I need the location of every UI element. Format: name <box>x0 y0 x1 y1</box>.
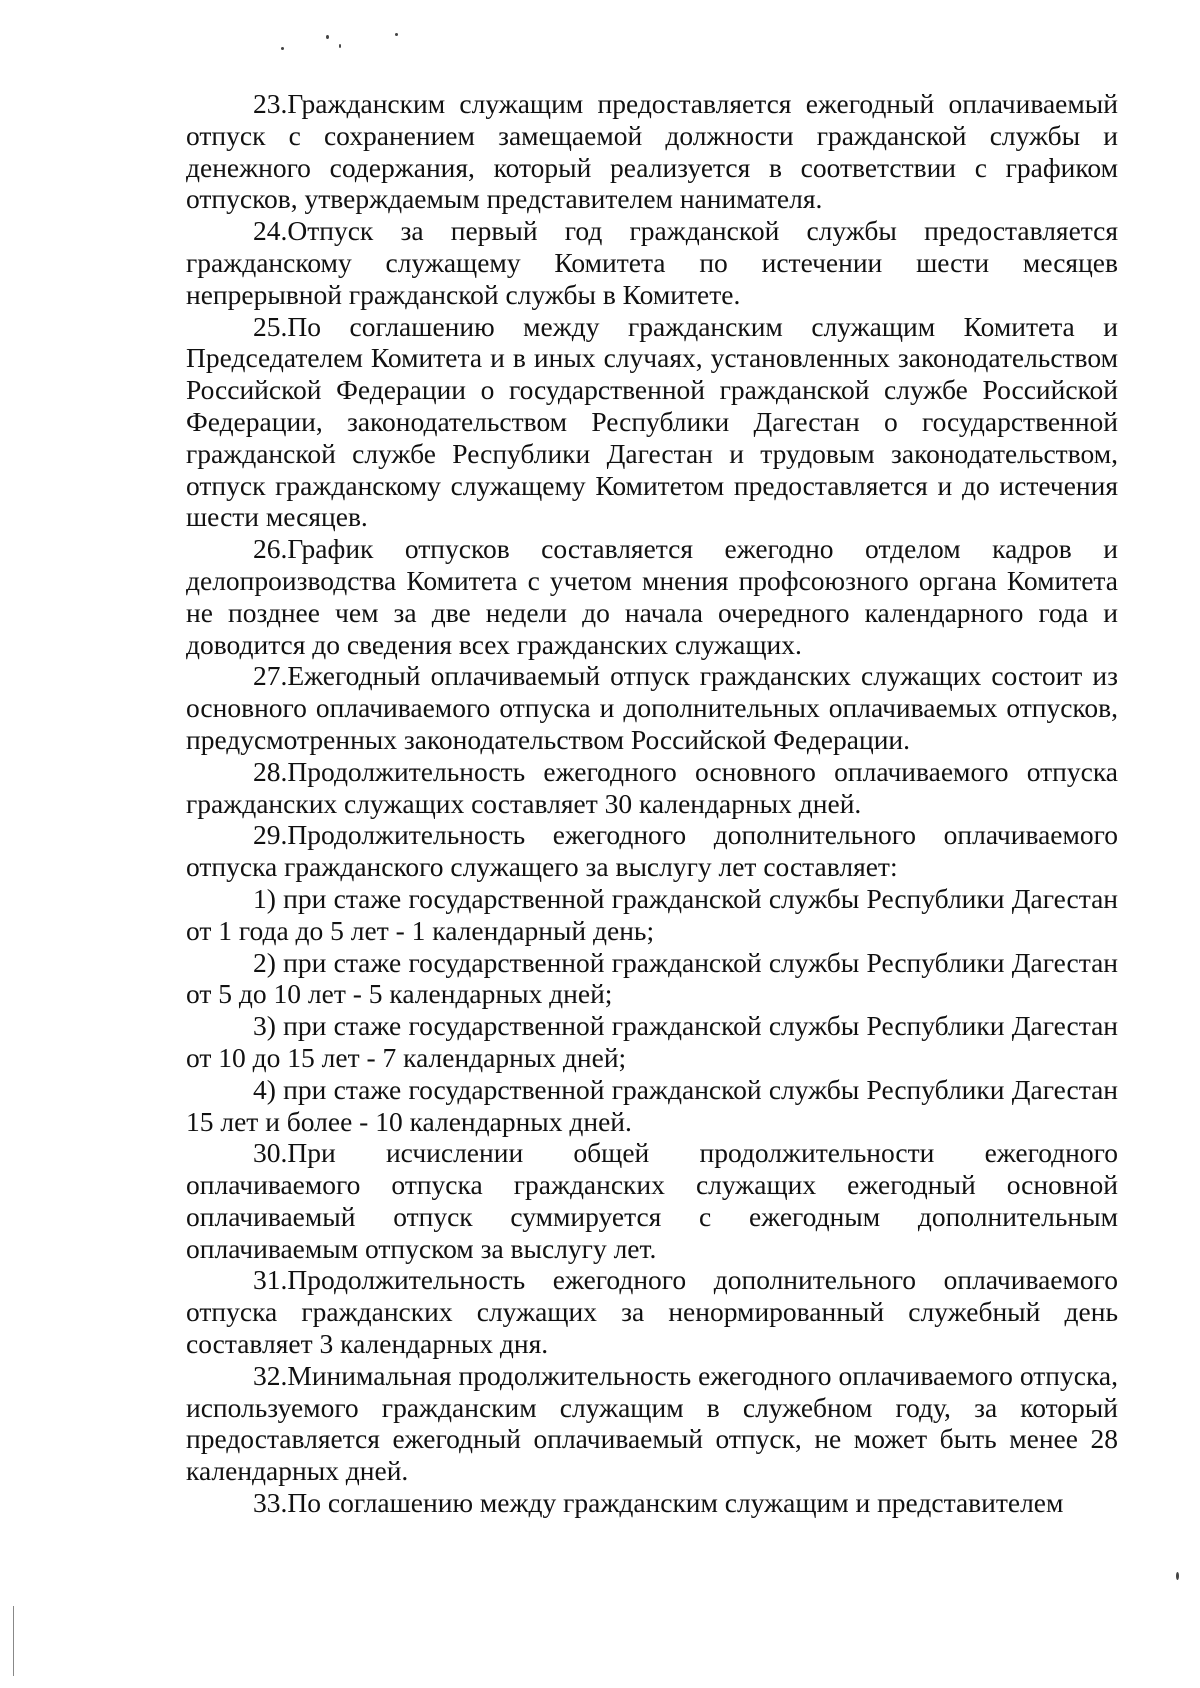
paragraph-31: 31.Продолжительность ежегодного дополнительного оплачиваемого отпуска гражданских служащих за ненормированный служебный день составляет 3 календарных дня. <box>186 1264 1118 1360</box>
paragraph-32: 32.Минимальная продолжительность ежегодного оплачиваемого отпуска, используемого гражданским служащим в служебном году, за который предоставляется ежегодный оплачиваемый отпуск, не может быть менее 28 календарных дней. <box>186 1359 1118 1487</box>
scan-speck <box>326 35 329 39</box>
scan-edge-line <box>13 1606 14 1676</box>
paragraph-29-item-4: 4) при стаже государственной гражданской службы Республики Дагестан 15 лет и более - 10 календарных дней. <box>186 1073 1118 1137</box>
paragraph-30: 30.При исчислении общей продолжительности ежегодного оплачиваемого отпуска гражданских служащих ежегодный основной оплачиваемый отпуск суммируется с ежегодным дополнительным оплачиваемым отпуском за выслугу лет. <box>186 1137 1118 1264</box>
scan-speck <box>281 47 284 50</box>
scan-speck <box>395 33 398 36</box>
paragraph-28: 28.Продолжительность ежегодного основного оплачиваемого отпуска гражданских служащих составляет 30 календарных дней. <box>186 755 1118 819</box>
paragraph-33: 33.По соглашению между гражданским служащим и представителем <box>253 1487 1064 1519</box>
paragraph-29-item-3: 3) при стаже государственной гражданской службы Республики Дагестан от 10 до 15 лет - 7 календарных дней; <box>186 1010 1118 1073</box>
paragraph-25: 25.По соглашению между гражданским служащим Комитета и Председателем Комитета и в иных случаях, установленных законодательством Российской Федерации о государственной гражданской службе Российской Федерации, законодательством Республики Дагестан о государственной гражданской службе Республики Дагестан и трудовым законодательством, отпуск гражданскому служащему Комитетом предоставляется и до истечения шести месяцев. <box>186 310 1118 533</box>
paragraph-29: 29.Продолжительность ежегодного дополнительного оплачиваемого отпуска гражданского служащего за выслугу лет составляет: <box>186 819 1118 883</box>
paragraph-29-item-2: 2) при стаже государственной гражданской службы Республики Дагестан от 5 до 10 лет - 5 календарных дней; <box>186 946 1118 1010</box>
scan-speck <box>339 44 341 48</box>
paragraph-29-item-1: 1) при стаже государственной гражданской службы Республики Дагестан от 1 года до 5 лет - 1 календарный день; <box>186 882 1118 946</box>
paragraph-27: 27.Ежегодный оплачиваемый отпуск гражданских служащих состоит из основного оплачиваемого отпуска и дополнительных оплачиваемых отпусков, предусмотренных законодательством Российской Федерации. <box>186 660 1118 755</box>
paragraph-24: 24.Отпуск за первый год гражданской службы предоставляется гражданскому служащему Комитета по истечении шести месяцев непрерывной гражданской службы в Комитете. <box>186 215 1118 310</box>
document-body <box>186 88 1118 1519</box>
paragraph-23: 23.Гражданским служащим предоставляется ежегодный оплачиваемый отпуск с сохранением замещаемой должности гражданской службы и денежного содержания, который реализуется в соответствии с графиком отпусков, утверждаемым представителем нанимателя. <box>186 88 1118 215</box>
scan-speck <box>1176 1572 1179 1580</box>
paragraph-26: 26.График отпусков составляется ежегодно отделом кадров и делопроизводства Комитета с учетом мнения профсоюзного органа Комитета не позднее чем за две недели до начала очередного календарного года и доводится до сведения всех гражданских служащих. <box>186 533 1118 660</box>
